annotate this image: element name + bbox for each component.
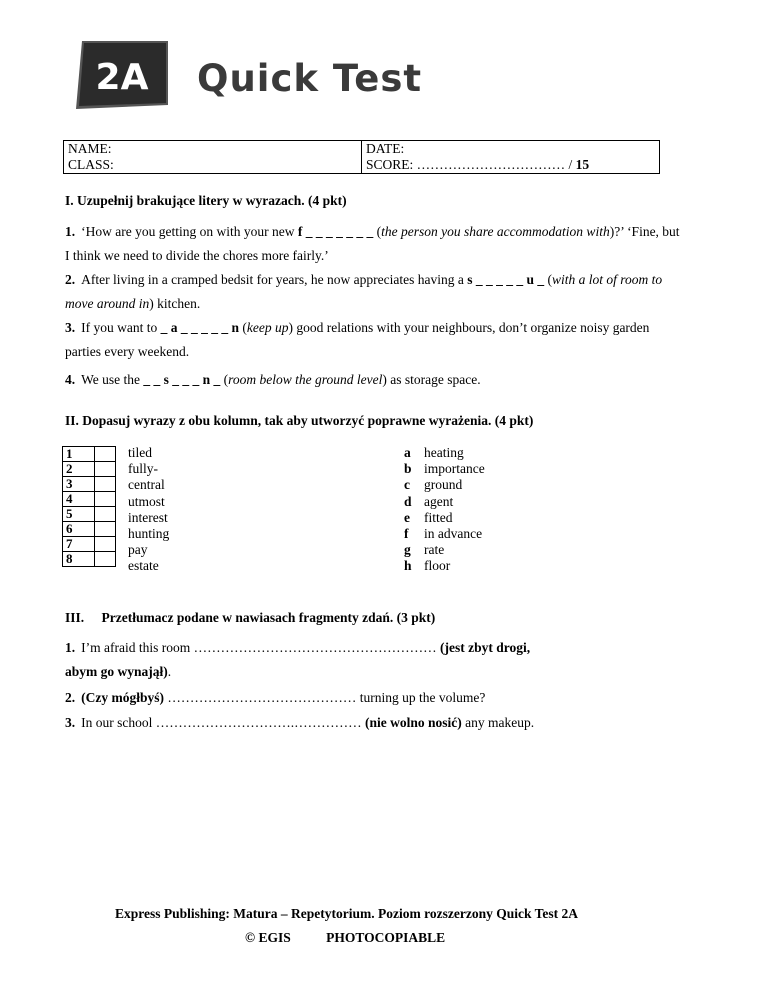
right-word-row — [404, 542, 485, 558]
section-3-title: Przetłumacz podane w nawiasach fragmenty zdań. (3 pkt) — [101, 610, 436, 625]
left-word: pay — [128, 542, 148, 558]
item-text: good relations with your neighbours, don’t organize noisy garden parties every weekend. — [65, 320, 650, 359]
date-label: DATE: — [366, 141, 405, 156]
right-word: importance — [424, 461, 485, 477]
footer-publisher: Express Publishing: Matura – Repetytorium. Poziom rozszerzony Quick Test 2A — [115, 906, 578, 921]
item-text: ?’ ‘Fine, but I think we need to divide the chores more fairly.’ — [65, 224, 680, 263]
left-word-column — [128, 445, 169, 575]
section-1-item: 2. After living in a cramped bedsit for years, he now appreciates having a s _ _ _ _ _ u _ (with a lot of room to move around in) kitchen. — [65, 272, 663, 311]
right-word-row — [404, 558, 485, 574]
left-word: tiled — [128, 445, 152, 460]
date-score-cell — [362, 141, 660, 174]
gap-hint: keep up — [246, 320, 289, 335]
answer-number: 1 — [63, 447, 95, 462]
name-label: NAME: — [68, 141, 112, 156]
section-2-heading: II. Dopasuj wyrazy z obu kolumn, tak aby utworzyć poprawne wyrażenia. (4 pkt) — [65, 413, 534, 428]
right-word-row — [404, 526, 485, 542]
section-3-item — [65, 686, 685, 710]
answer-box[interactable] — [95, 552, 116, 567]
right-word: rate — [424, 542, 445, 558]
right-word-column — [404, 445, 485, 575]
answer-number: 8 — [63, 552, 95, 567]
answer-box[interactable] — [95, 447, 116, 462]
item-text: We use the — [81, 372, 144, 387]
item-text: After living in a cramped bedsit for years, he now appreciates having a — [81, 272, 468, 287]
right-word-row — [404, 494, 485, 510]
item-number: 2. — [65, 690, 76, 705]
item-number: 3. — [65, 320, 76, 335]
gap-word: _ a _ _ _ _ _ n — [160, 320, 239, 335]
option-letter: g — [404, 542, 411, 558]
left-word: interest — [128, 509, 168, 525]
answer-number: 4 — [63, 492, 95, 507]
item-text: I’m afraid this room ……………………………………………… — [81, 640, 440, 655]
answer-box[interactable] — [95, 477, 116, 492]
right-word: ground — [424, 477, 463, 493]
answer-box[interactable] — [95, 462, 116, 477]
left-word: hunting — [128, 526, 170, 542]
right-word-row — [404, 461, 485, 477]
answer-number: 2 — [63, 462, 95, 477]
gap-hint: with a lot of room to move around in — [65, 272, 663, 311]
left-word: central — [128, 477, 165, 493]
section-1-heading: I. Uzupełnij brakujące litery w wyrazach. (4 pkt) — [65, 193, 347, 208]
answer-box[interactable] — [95, 537, 116, 552]
right-word: floor — [424, 558, 451, 574]
section-3-item — [65, 636, 685, 684]
translate-phrase: (nie wolno nosić) — [365, 715, 462, 730]
answer-number: 7 — [63, 537, 95, 552]
class-label: CLASS: — [68, 157, 114, 172]
score-label: SCORE: …………………………… / — [366, 157, 576, 172]
answer-grid — [62, 446, 116, 567]
gap-hint: room below the ground level — [228, 372, 383, 387]
answer-number: 5 — [63, 507, 95, 522]
item-number: 1. — [65, 224, 76, 239]
badge-label: 2A — [95, 57, 149, 98]
gap-word: s _ _ _ _ _ u _ — [467, 272, 545, 287]
item-number: 2. — [65, 272, 76, 287]
page-title: Quick Test — [197, 57, 423, 100]
item-text: kitchen. — [153, 296, 201, 311]
answer-box[interactable] — [95, 492, 116, 507]
copyright: © EGIS — [245, 930, 291, 945]
option-letter: c — [404, 477, 410, 493]
option-letter: h — [404, 558, 412, 574]
name-class-cell — [64, 141, 362, 174]
translate-phrase: abym go wynajął) — [65, 664, 168, 679]
option-letter: a — [404, 445, 411, 460]
answer-box[interactable] — [95, 522, 116, 537]
item-number: 4. — [65, 372, 76, 387]
section-3-number: III. — [65, 610, 85, 625]
section-1-item: 4. We use the _ _ s _ _ _ n _ (room below the ground level) as storage space. — [65, 372, 481, 387]
option-letter: f — [404, 526, 409, 542]
answer-number: 6 — [63, 522, 95, 537]
answer-number: 3 — [63, 477, 95, 492]
translate-phrase: (jest zbyt drogi, — [439, 640, 531, 655]
footer-copyright-line — [245, 930, 445, 946]
item-text: In our school ………………………….…………… — [81, 715, 365, 730]
item-text: ‘How are you getting on with your new — [81, 224, 298, 239]
left-word: fully- — [128, 461, 158, 477]
left-word: estate — [128, 558, 159, 574]
test-badge — [76, 39, 168, 111]
section-3-item — [65, 711, 685, 735]
section-1-item: 3. If you want to _ a _ _ _ _ _ n (keep up) good relations with your neighbours, don’t organize noisy garden parties every weekend. — [65, 320, 650, 359]
right-word: heating — [424, 445, 464, 460]
student-info-table — [63, 140, 660, 174]
right-word-row — [404, 445, 485, 461]
right-word-row — [404, 477, 485, 493]
option-letter: b — [404, 461, 412, 477]
item-text: as storage space. — [386, 372, 481, 387]
item-text: If you want to — [81, 320, 161, 335]
item-text: …………………………………… turning up the volume? — [164, 690, 486, 705]
score-total: 15 — [575, 157, 590, 172]
gap-word: f _ _ _ _ _ _ _ — [297, 224, 374, 239]
option-letter: d — [404, 493, 412, 509]
left-word: utmost — [128, 493, 165, 509]
section-1-item: 1. ‘How are you getting on with your new f _ _ _ _ _ _ _ (the person you share accommodation with)?’ ‘Fine, but I think we need to divide the chores more fairly.’ — [65, 224, 680, 263]
answer-box[interactable] — [95, 507, 116, 522]
item-text: any makeup. — [461, 715, 535, 730]
photocopiable-label: PHOTOCOPIABLE — [326, 930, 446, 945]
right-word: fitted — [424, 509, 453, 525]
item-number: 1. — [65, 640, 76, 655]
right-word: agent — [424, 493, 454, 509]
translate-phrase: (Czy mógłbyś) — [81, 690, 164, 705]
right-word-row — [404, 510, 485, 526]
section-3-heading — [65, 610, 435, 626]
item-text: . — [167, 664, 172, 679]
gap-word: _ _ s _ _ _ n _ — [143, 372, 221, 387]
option-letter: e — [404, 509, 410, 525]
item-number: 3. — [65, 715, 76, 730]
right-word: in advance — [424, 526, 483, 542]
gap-hint: the person you share accommodation with — [381, 224, 610, 239]
